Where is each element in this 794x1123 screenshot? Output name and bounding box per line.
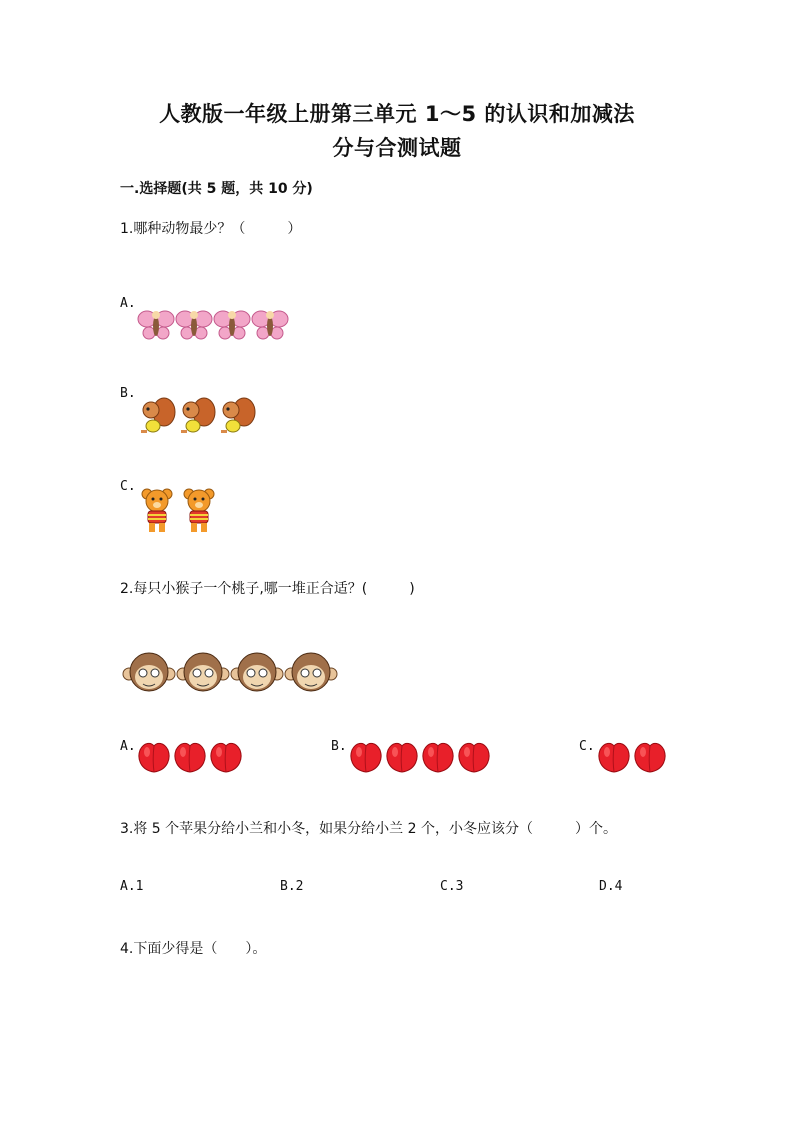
q1-option-a-animals[interactable] <box>137 306 289 342</box>
peach-icon <box>208 736 244 776</box>
bear-icon <box>137 486 179 534</box>
question-4-text: 4.下面少得是（ ）。 <box>120 941 267 957</box>
butterfly-icon <box>175 306 213 342</box>
monkey-icon <box>122 650 176 696</box>
q2-option-b-peaches[interactable] <box>348 736 492 776</box>
butterfly-icon <box>213 306 251 342</box>
peach-icon <box>136 736 172 776</box>
butterfly-icon <box>137 306 175 342</box>
section-heading: 一.选择题(共 5 题，共 10 分) <box>120 181 313 197</box>
peach-icon <box>172 736 208 776</box>
q3-option-c[interactable]: C.3 <box>440 879 464 894</box>
q3-option-b[interactable]: B.2 <box>280 879 304 894</box>
monkey-icon <box>176 650 230 696</box>
title-line-2: 分与合测试题 <box>332 136 462 160</box>
q1-option-c-animals[interactable] <box>137 486 221 534</box>
q1-option-c-label: C. <box>120 479 136 494</box>
squirrel-icon <box>217 396 257 436</box>
question-1-text: 1.哪种动物最少？（ ） <box>120 221 302 237</box>
q3-option-a[interactable]: A.1 <box>120 879 144 894</box>
q2-option-c-peaches[interactable] <box>596 736 668 776</box>
q3-option-d[interactable]: D.4 <box>599 879 623 894</box>
q2-option-a-label: A. <box>120 739 136 754</box>
bear-icon <box>179 486 221 534</box>
peach-icon <box>632 736 668 776</box>
peach-icon <box>420 736 456 776</box>
title-line-1: 人教版一年级上册第三单元 1～5 的认识和加减法 <box>159 102 635 126</box>
question-3-text: 3.将 5 个苹果分给小兰和小冬，如果分给小兰 2 个，小冬应该分（ ）个。 <box>120 821 617 837</box>
q1-option-b-label: B. <box>120 386 136 401</box>
q1-option-b-animals[interactable] <box>137 396 257 436</box>
q2-option-b-label: B. <box>331 739 347 754</box>
squirrel-icon <box>137 396 177 436</box>
q1-option-a-label: A. <box>120 296 136 311</box>
peach-icon <box>348 736 384 776</box>
question-2-text: 2.每只小猴子一个桃子,哪一堆正合适？( ) <box>120 581 415 597</box>
monkey-icon <box>284 650 338 696</box>
peach-icon <box>384 736 420 776</box>
monkey-icon <box>230 650 284 696</box>
q2-option-a-peaches[interactable] <box>136 736 244 776</box>
q2-option-c-label: C. <box>579 739 595 754</box>
peach-icon <box>596 736 632 776</box>
squirrel-icon <box>177 396 217 436</box>
butterfly-icon <box>251 306 289 342</box>
monkey-row <box>122 650 338 696</box>
peach-icon <box>456 736 492 776</box>
